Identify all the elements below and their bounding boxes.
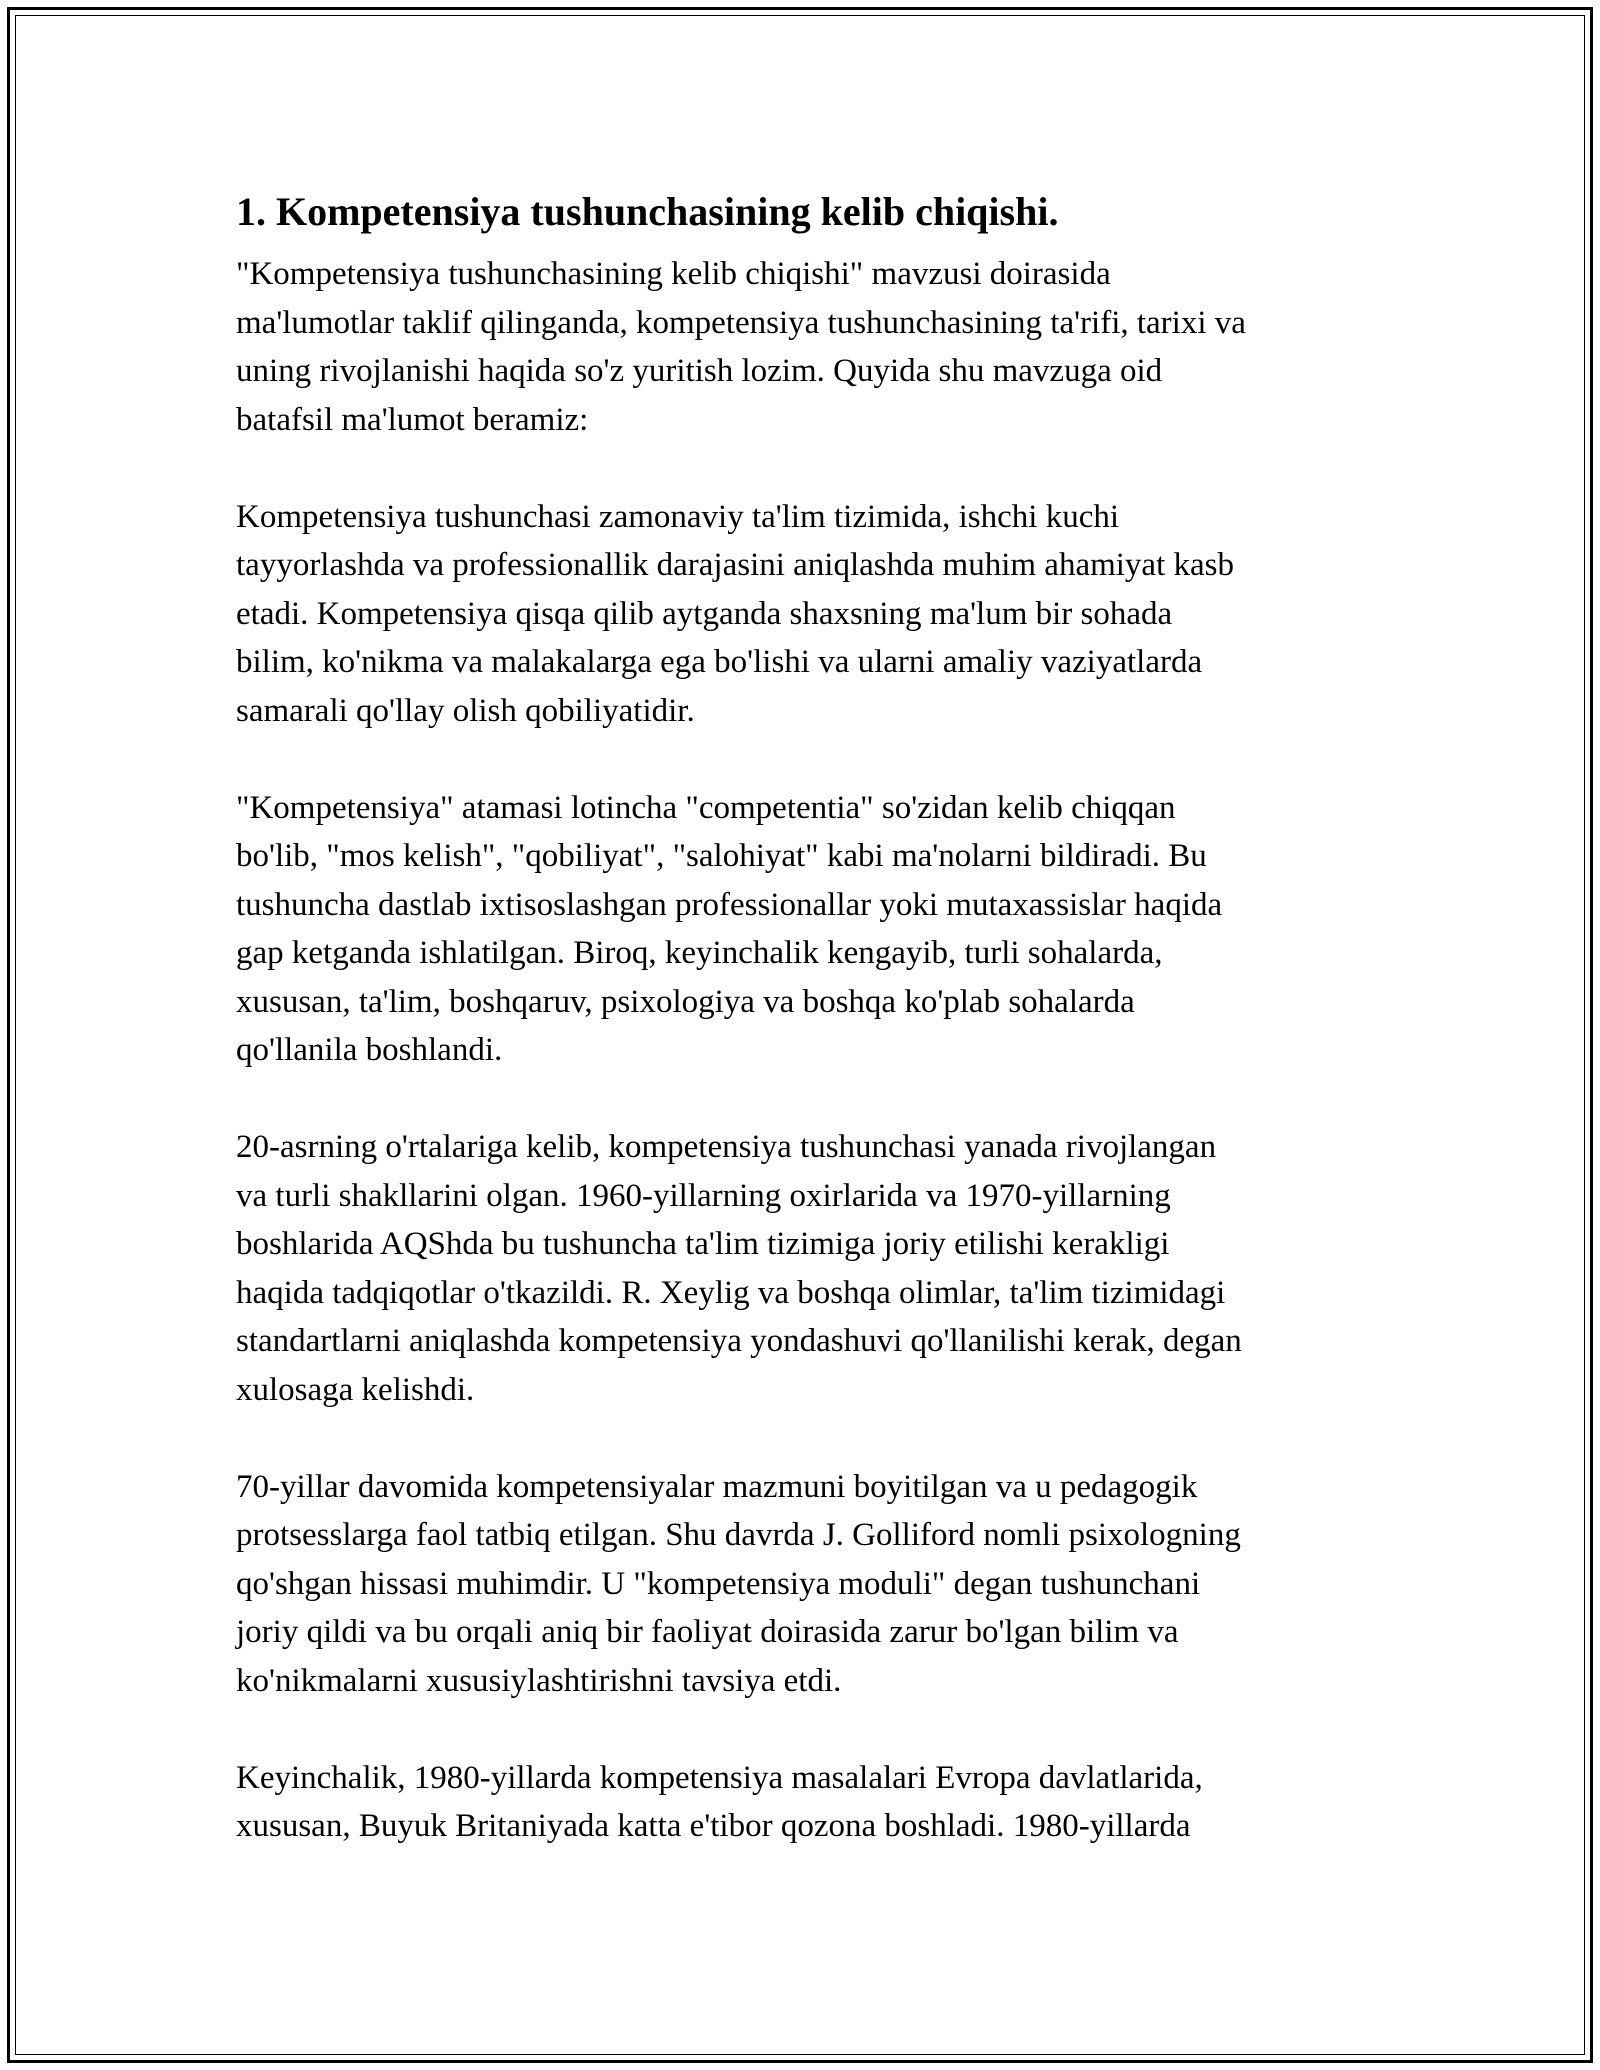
text-line: Keyinchalik, 1980-yillarda kompetensiya masalalari Evropa davlatlarida, bbox=[236, 1759, 1203, 1796]
text-line: va turli shakllarini olgan. 1960-yillarning oxirlarida va 1970-yillarning bbox=[236, 1177, 1171, 1214]
text-line: uning rivojlanishi haqida so'z yuritish lozim. Quyida shu mavzuga oid bbox=[236, 353, 1163, 389]
text-line: bilim, ko'nikma va malakalarga ega bo'lishi va ularni amaliy vaziyatlarda bbox=[236, 644, 1203, 680]
text-line: 20-asrning o'rtalariga kelib, kompetensiya tushunchasi yanada rivojlangan bbox=[236, 1129, 1217, 1165]
section-heading: 1. Kompetensiya tushunchasining kelib chiqishi. bbox=[236, 189, 1059, 234]
paragraph-intro bbox=[236, 250, 1366, 444]
text-line: tushuncha dastlab ixtisoslashgan professionallar yoki mutaxassislar haqida bbox=[236, 886, 1223, 923]
text-line: bo'lib, "mos kelish", "qobiliyat", "salohiyat" kabi ma'nolarni bildiradi. Bu bbox=[236, 838, 1207, 874]
text-line: etadi. Kompetensiya qisqa qilib aytganda shaxsning ma'lum bir sohada bbox=[236, 595, 1173, 632]
paragraph-70s bbox=[236, 1463, 1366, 1706]
text-line: qo'llanila boshlandi. bbox=[236, 1032, 503, 1068]
text-line: joriy qildi va bu orqali aniq bir faoliyat doirasida zarur bo'lgan bilim va bbox=[236, 1614, 1179, 1650]
text-line: gap ketganda ishlatilgan. Biroq, keyinchalik kengayib, turli sohalarda, bbox=[236, 935, 1163, 971]
text-line: qo'shgan hissasi muhimdir. U "kompetensiya moduli" degan tushunchani bbox=[236, 1565, 1201, 1602]
text-line: Kompetensiya tushunchasi zamonaviy ta'lim tizimida, ishchi kuchi bbox=[236, 498, 1120, 535]
text-line: tayyorlashda va professionallik darajasini aniqlashda muhim ahamiyat kasb bbox=[236, 547, 1234, 583]
text-line: boshlarida AQShda bu tushuncha ta'lim tizimiga joriy etilishi kerakligi bbox=[236, 1226, 1170, 1262]
text-line: xulosaga kelishdi. bbox=[236, 1371, 475, 1408]
text-line: ma'lumotlar taklif qilinganda, kompetensiya tushunchasining ta'rifi, tarixi va bbox=[236, 304, 1246, 341]
text-line: standartlarni aniqlashda kompetensiya yondashuvi qo'llanilishi kerak, degan bbox=[236, 1323, 1242, 1359]
paragraph-80s bbox=[236, 1754, 1366, 1851]
text-line: xususan, ta'lim, boshqaruv, psixologiya va boshqa ko'plab sohalarda bbox=[236, 983, 1135, 1020]
text-line: "Kompetensiya tushunchasining kelib chiqishi" mavzusi doirasida bbox=[236, 256, 1111, 292]
text-line: protsesslarga faol tatbiq etilgan. Shu davrda J. Golliford nomli psixologning bbox=[236, 1517, 1241, 1553]
text-line: ko'nikmalarni xususiylashtirishni tavsiya etdi. bbox=[236, 1662, 842, 1699]
text-line: 70-yillar davomida kompetensiyalar mazmuni boyitilgan va u pedagogik bbox=[236, 1468, 1198, 1505]
text-line: xususan, Buyuk Britaniyada katta e'tibor qozona boshladi. 1980-yillarda bbox=[236, 1808, 1191, 1844]
text-line: "Kompetensiya" atamasi lotincha "competentia" so'zidan kelib chiqqan bbox=[236, 789, 1176, 826]
text-line: samarali qo'llay olish qobiliyatidir. bbox=[236, 692, 695, 729]
paragraph-definition bbox=[236, 493, 1366, 736]
document-body bbox=[236, 184, 1366, 1899]
paragraph-etymology bbox=[236, 784, 1366, 1075]
text-line: haqida tadqiqotlar o'tkazildi. R. Xeylig va boshqa olimlar, ta'lim tizimidagi bbox=[236, 1274, 1226, 1311]
paragraph-20th-century bbox=[236, 1123, 1366, 1414]
text-line: batafsil ma'lumot beramiz: bbox=[236, 401, 589, 438]
